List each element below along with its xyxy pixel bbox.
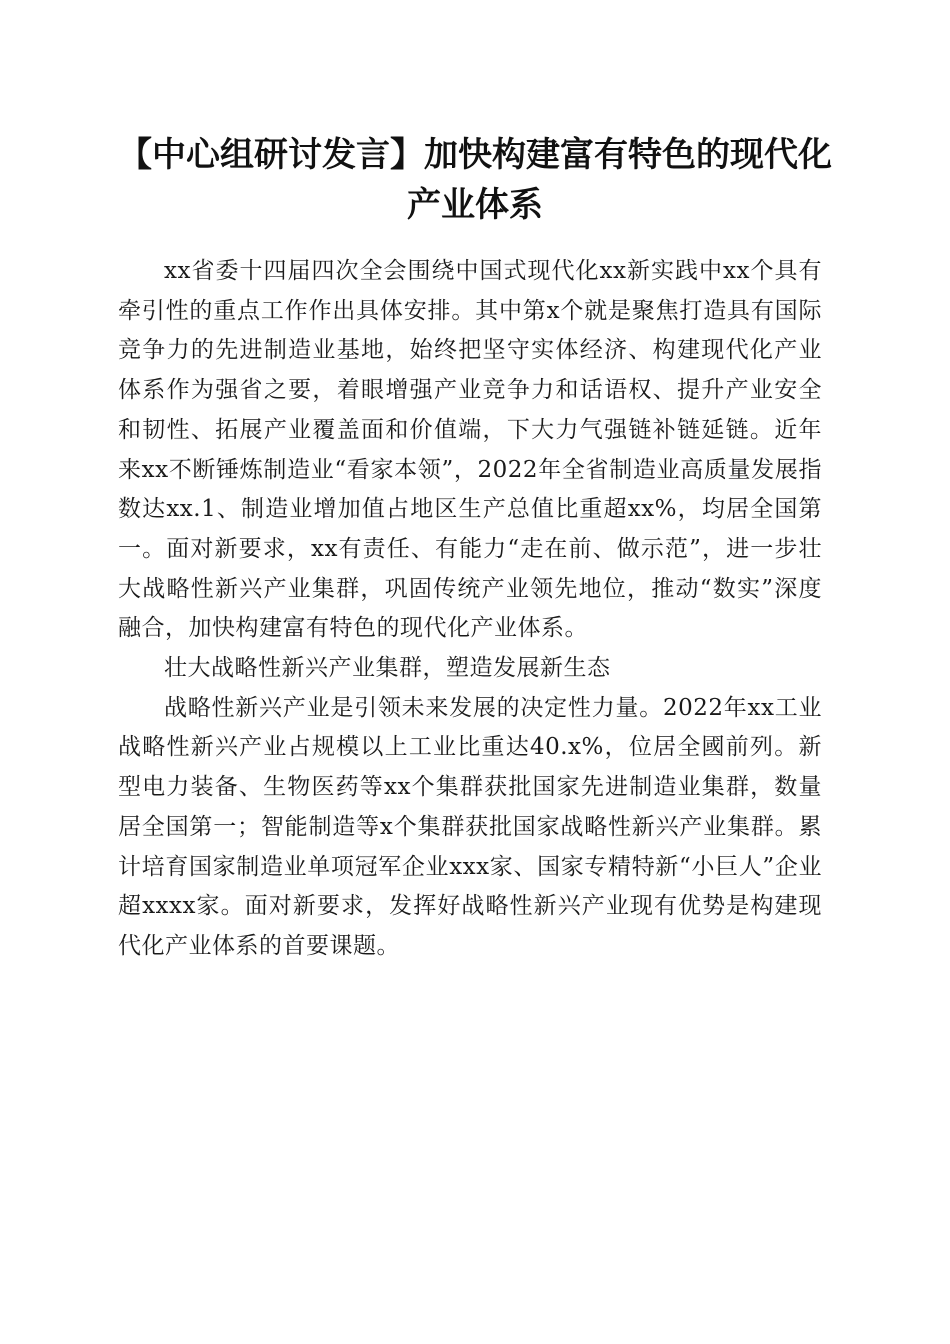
paragraph-emerging-industries: 战略性新兴产业是引领未来发展的决定性力量。2022年xx工业战略性新兴产业占规模以上工业比重达40.x%，位居全國前列。新型电力装备、生物医药等xx个集群获批国家先进制造业集群，数量居全国第一；智能制造等x个集群获批国家战略性新兴产业集群。累计培育国家制造业单项冠军企业xxx家、国家专精特新“小巨人”企业超xxxx家。面对新要求，发挥好战略性新兴产业现有优势是构建现代化产业体系的首要课题。 xyxy=(118,694,822,959)
paragraph-intro: xx省委十四届四次全会围绕中国式现代化xx新实践中xx个具有牵引性的重点工作作出具体安排。其中第x个就是聚焦打造具有国际竞争力的先进制造业基地，始终把坚守实体经济、构建现代化产业体系作为强省之要，着眼增强产业竞争力和话语权、提升产业安全和韧性、拓展产业覆盖面和价值端，下大力气强链补链延链。近年来xx不断锤炼制造业“看家本领”，2022年全省制造业高质量发展指数达xx.1、制造业增加值占地区生产总值比重超xx%，均居全国第一。面对新要求，xx有责任、有能力“走在前、做示范”，进一步壮大战略性新兴产业集群，巩固传统产业领先地位，推动“数实”深度融合，加快构建富有特色的现代化产业体系。 xyxy=(118,258,822,642)
section-heading: 壮大战略性新兴产业集群，塑造发展新生态 xyxy=(164,655,611,682)
document-body xyxy=(118,252,822,967)
document-title: 【中心组研讨发言】加快构建富有特色的现代化产业体系 xyxy=(118,135,832,225)
